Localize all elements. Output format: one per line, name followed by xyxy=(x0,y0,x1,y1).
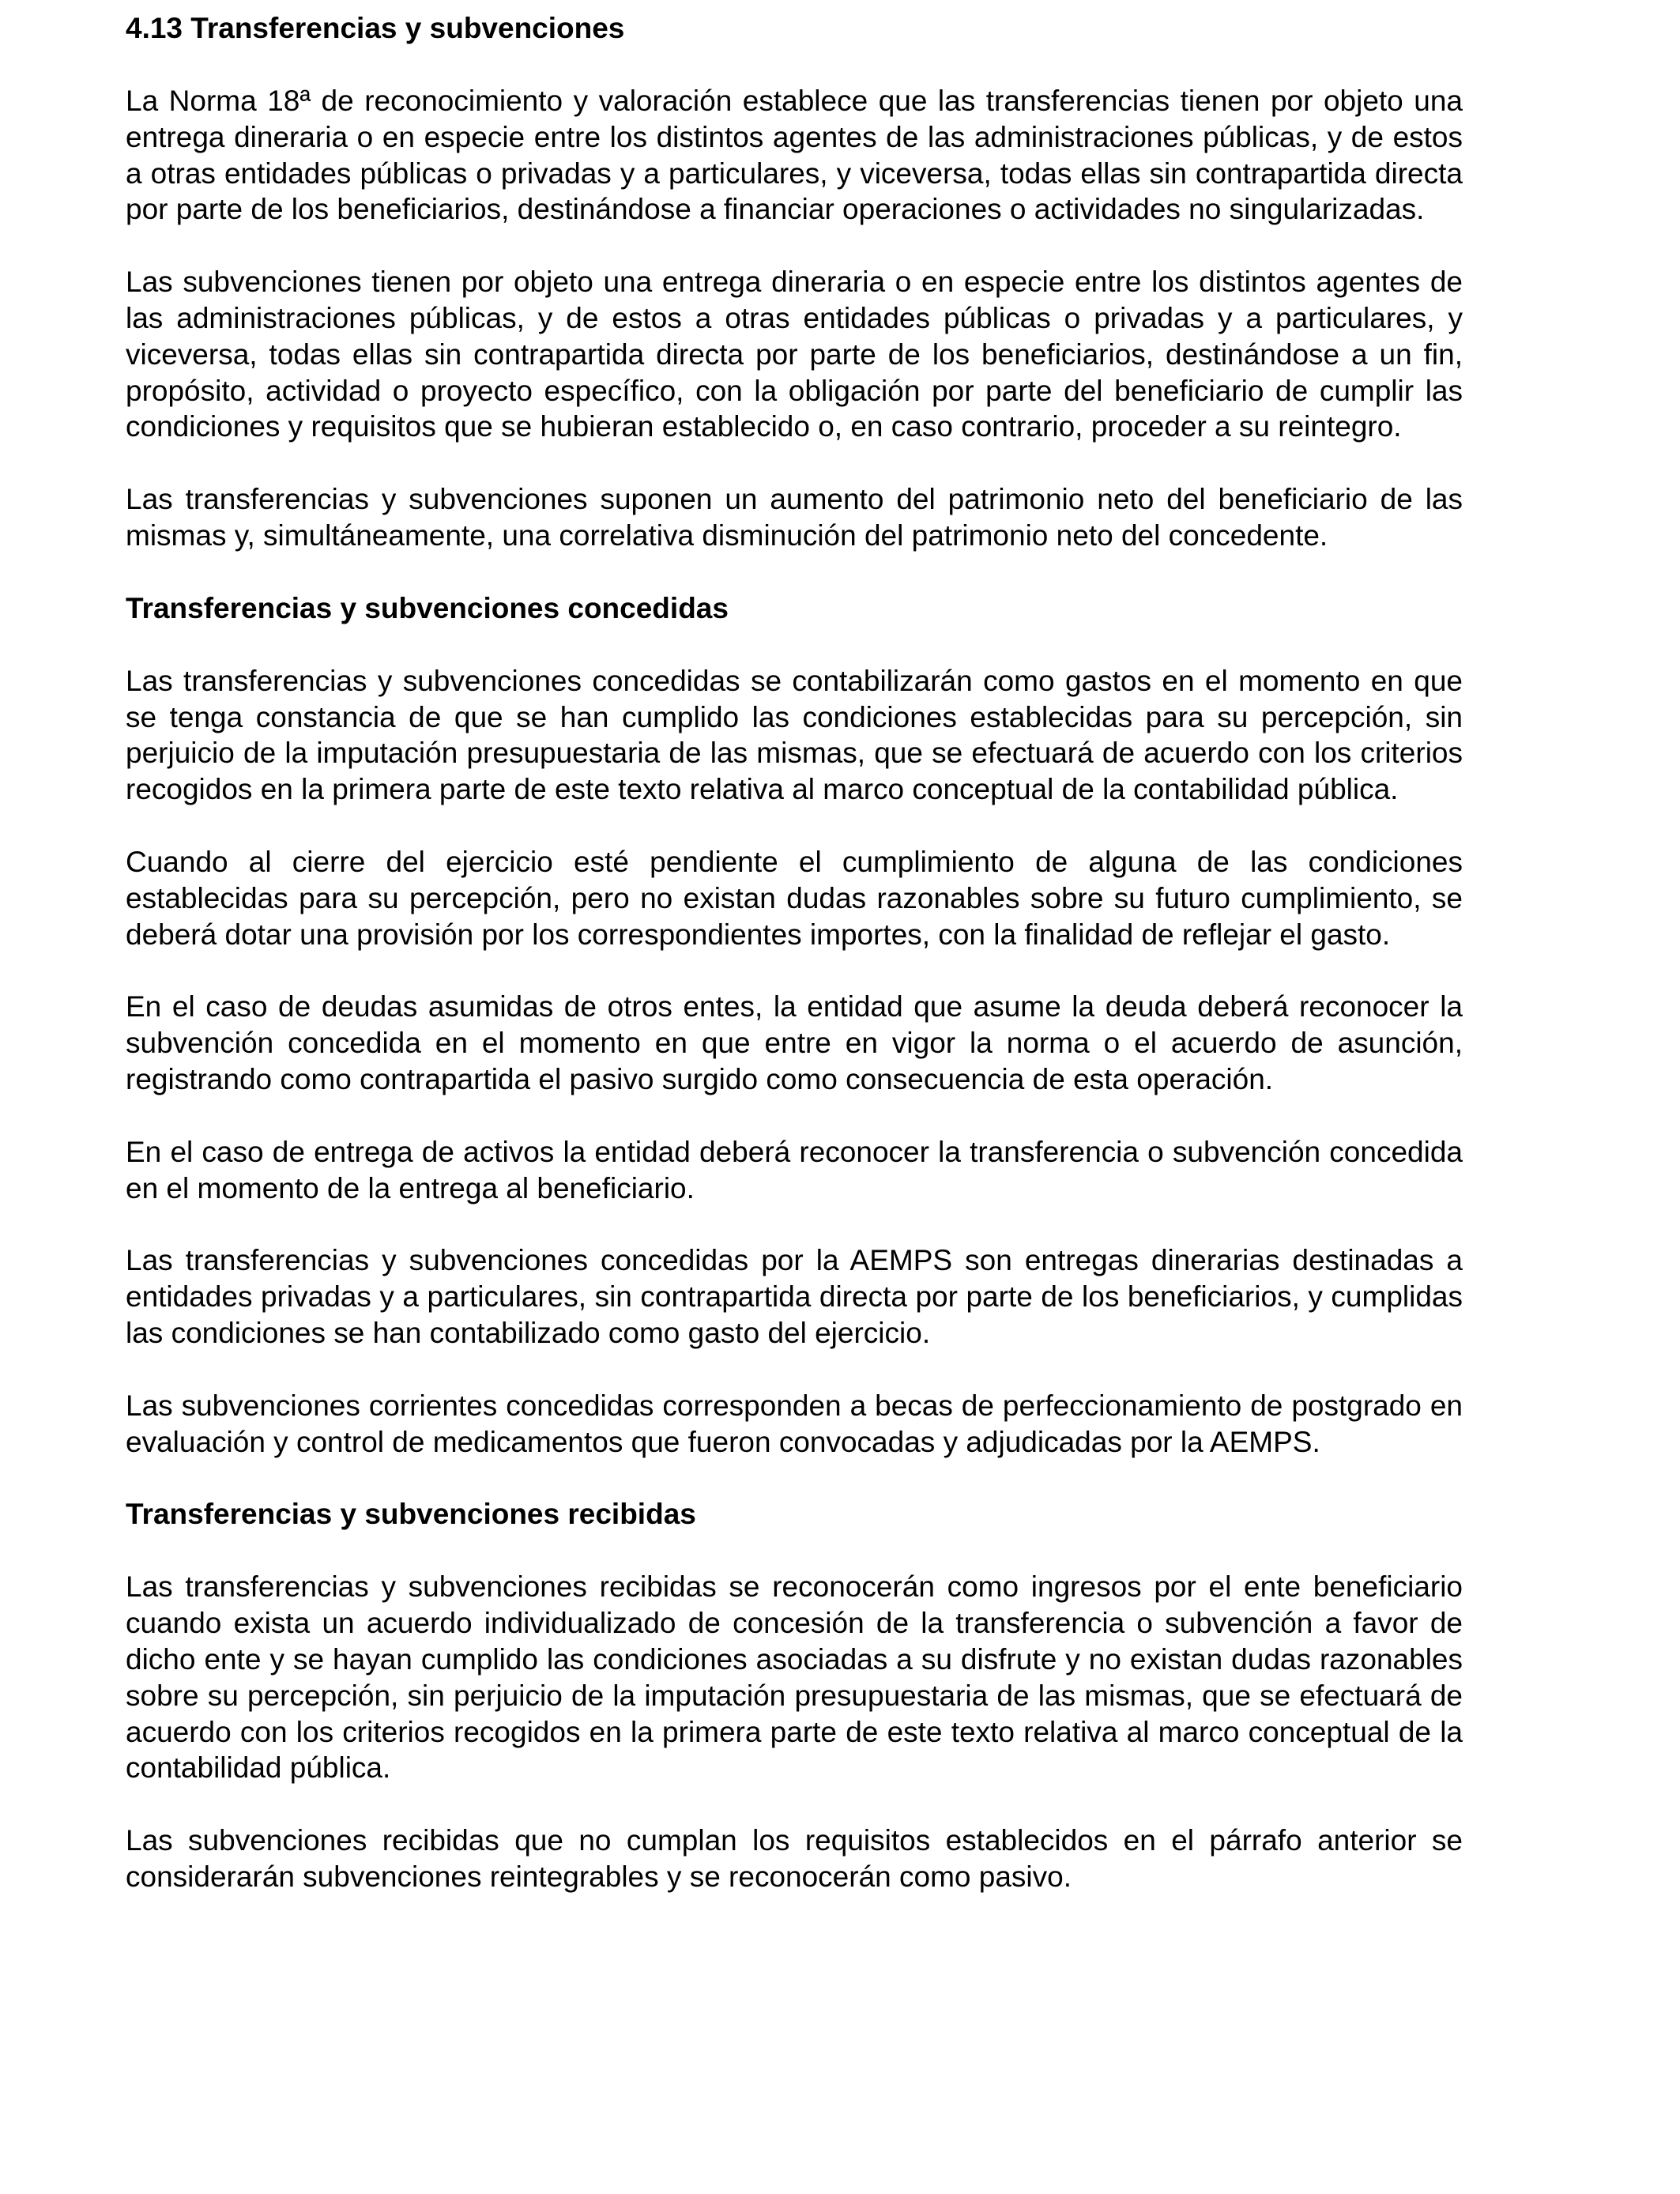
granted-paragraph: Cuando al cierre del ejercicio esté pendiente el cumplimiento de alguna de las condiciones establecidas para su percepción, pero no existan dudas razonables sobre su futuro cumplimiento, se deberá dotar una provisión por los correspondientes importes, con la finalidad de reflejar el gasto. xyxy=(126,845,1463,951)
granted-heading: Transferencias y subvenciones concedidas xyxy=(126,591,729,624)
received-paragraph: Las transferencias y subvenciones recibidas se reconocerán como ingresos por el ente beneficiario cuando exista un acuerdo individualizado de concesión de la transferencia o subvención a favor de dicho ente y se hayan cumplido las condiciones asociadas a su disfrute y no existan dudas razonables sobre su percepción, sin perjuicio de la imputación presupuestaria de las mismas, que se efectuará de acuerdo con los criterios recogidos en la primera parte de este texto relativa al marco conceptual de la contabilidad pública. xyxy=(126,1570,1463,1785)
granted-paragraph: En el caso de deudas asumidas de otros entes, la entidad que asume la deuda deberá reconocer la subvención concedida en el momento en que entre en vigor la norma o el acuerdo de asunción, registrando como contrapartida el pasivo surgido como consecuencia de esta operación. xyxy=(126,990,1463,1095)
intro-paragraph: La Norma 18ª de reconocimiento y valoración establece que las transferencias tienen por objeto una entrega dineraria o en especie entre los distintos agentes de las administraciones públicas, y de estos a otras entidades públicas o privadas y a particulares, y viceversa, todas ellas sin contrapartida directa por parte de los beneficiarios, destinándose a financiar operaciones o actividades no singularizadas. xyxy=(126,85,1463,226)
intro-paragraph: Las transferencias y subvenciones suponen un aumento del patrimonio neto del beneficiario de las mismas y, simultáneamente, una correlativa disminución del patrimonio neto del concedente. xyxy=(126,483,1463,552)
granted-paragraph: Las transferencias y subvenciones concedidas se contabilizarán como gastos en el momento en que se tenga constancia de que se han cumplido las condiciones establecidas para su percepción, sin perjuicio de la imputación presupuestaria de las mismas, que se efectuará de acuerdo con los criterios recogidos en la primera parte de este texto relativa al marco conceptual de la contabilidad pública. xyxy=(126,664,1463,806)
granted-paragraph: Las subvenciones corrientes concedidas corresponden a becas de perfeccionamiento de postgrado en evaluación y control de medicamentos que fueron convocadas y adjudicadas por la AEMPS. xyxy=(126,1389,1463,1458)
section-title: 4.13 Transferencias y subvenciones xyxy=(126,12,625,44)
received-heading: Transferencias y subvenciones recibidas xyxy=(126,1498,696,1531)
granted-paragraph: En el caso de entrega de activos la entidad deberá reconocer la transferencia o subvención concedida en el momento de la entrega al beneficiario. xyxy=(126,1135,1463,1204)
received-paragraph: Las subvenciones recibidas que no cumplan los requisitos establecidos en el párrafo anterior se considerarán subvenciones reintegrables y se reconocerán como pasivo. xyxy=(126,1824,1463,1893)
granted-paragraph: Las transferencias y subvenciones concedidas por la AEMPS son entregas dinerarias destinadas a entidades privadas y a particulares, sin contrapartida directa por parte de los beneficiarios, y cumplidas las condiciones se han contabilizado como gasto del ejercicio. xyxy=(126,1244,1463,1349)
document-page xyxy=(126,10,1463,1932)
intro-paragraph: Las subvenciones tienen por objeto una entrega dineraria o en especie entre los distintos agentes de las administraciones públicas, y de estos a otras entidades públicas o privadas y a particulares, y viceversa, todas ellas sin contrapartida directa por parte de los beneficiarios, destinándose a un fin, propósito, actividad o proyecto específico, con la obligación por parte del beneficiario de cumplir las condiciones y requisitos que se hubieran establecido o, en caso contrario, proceder a su reintegro. xyxy=(126,266,1463,443)
